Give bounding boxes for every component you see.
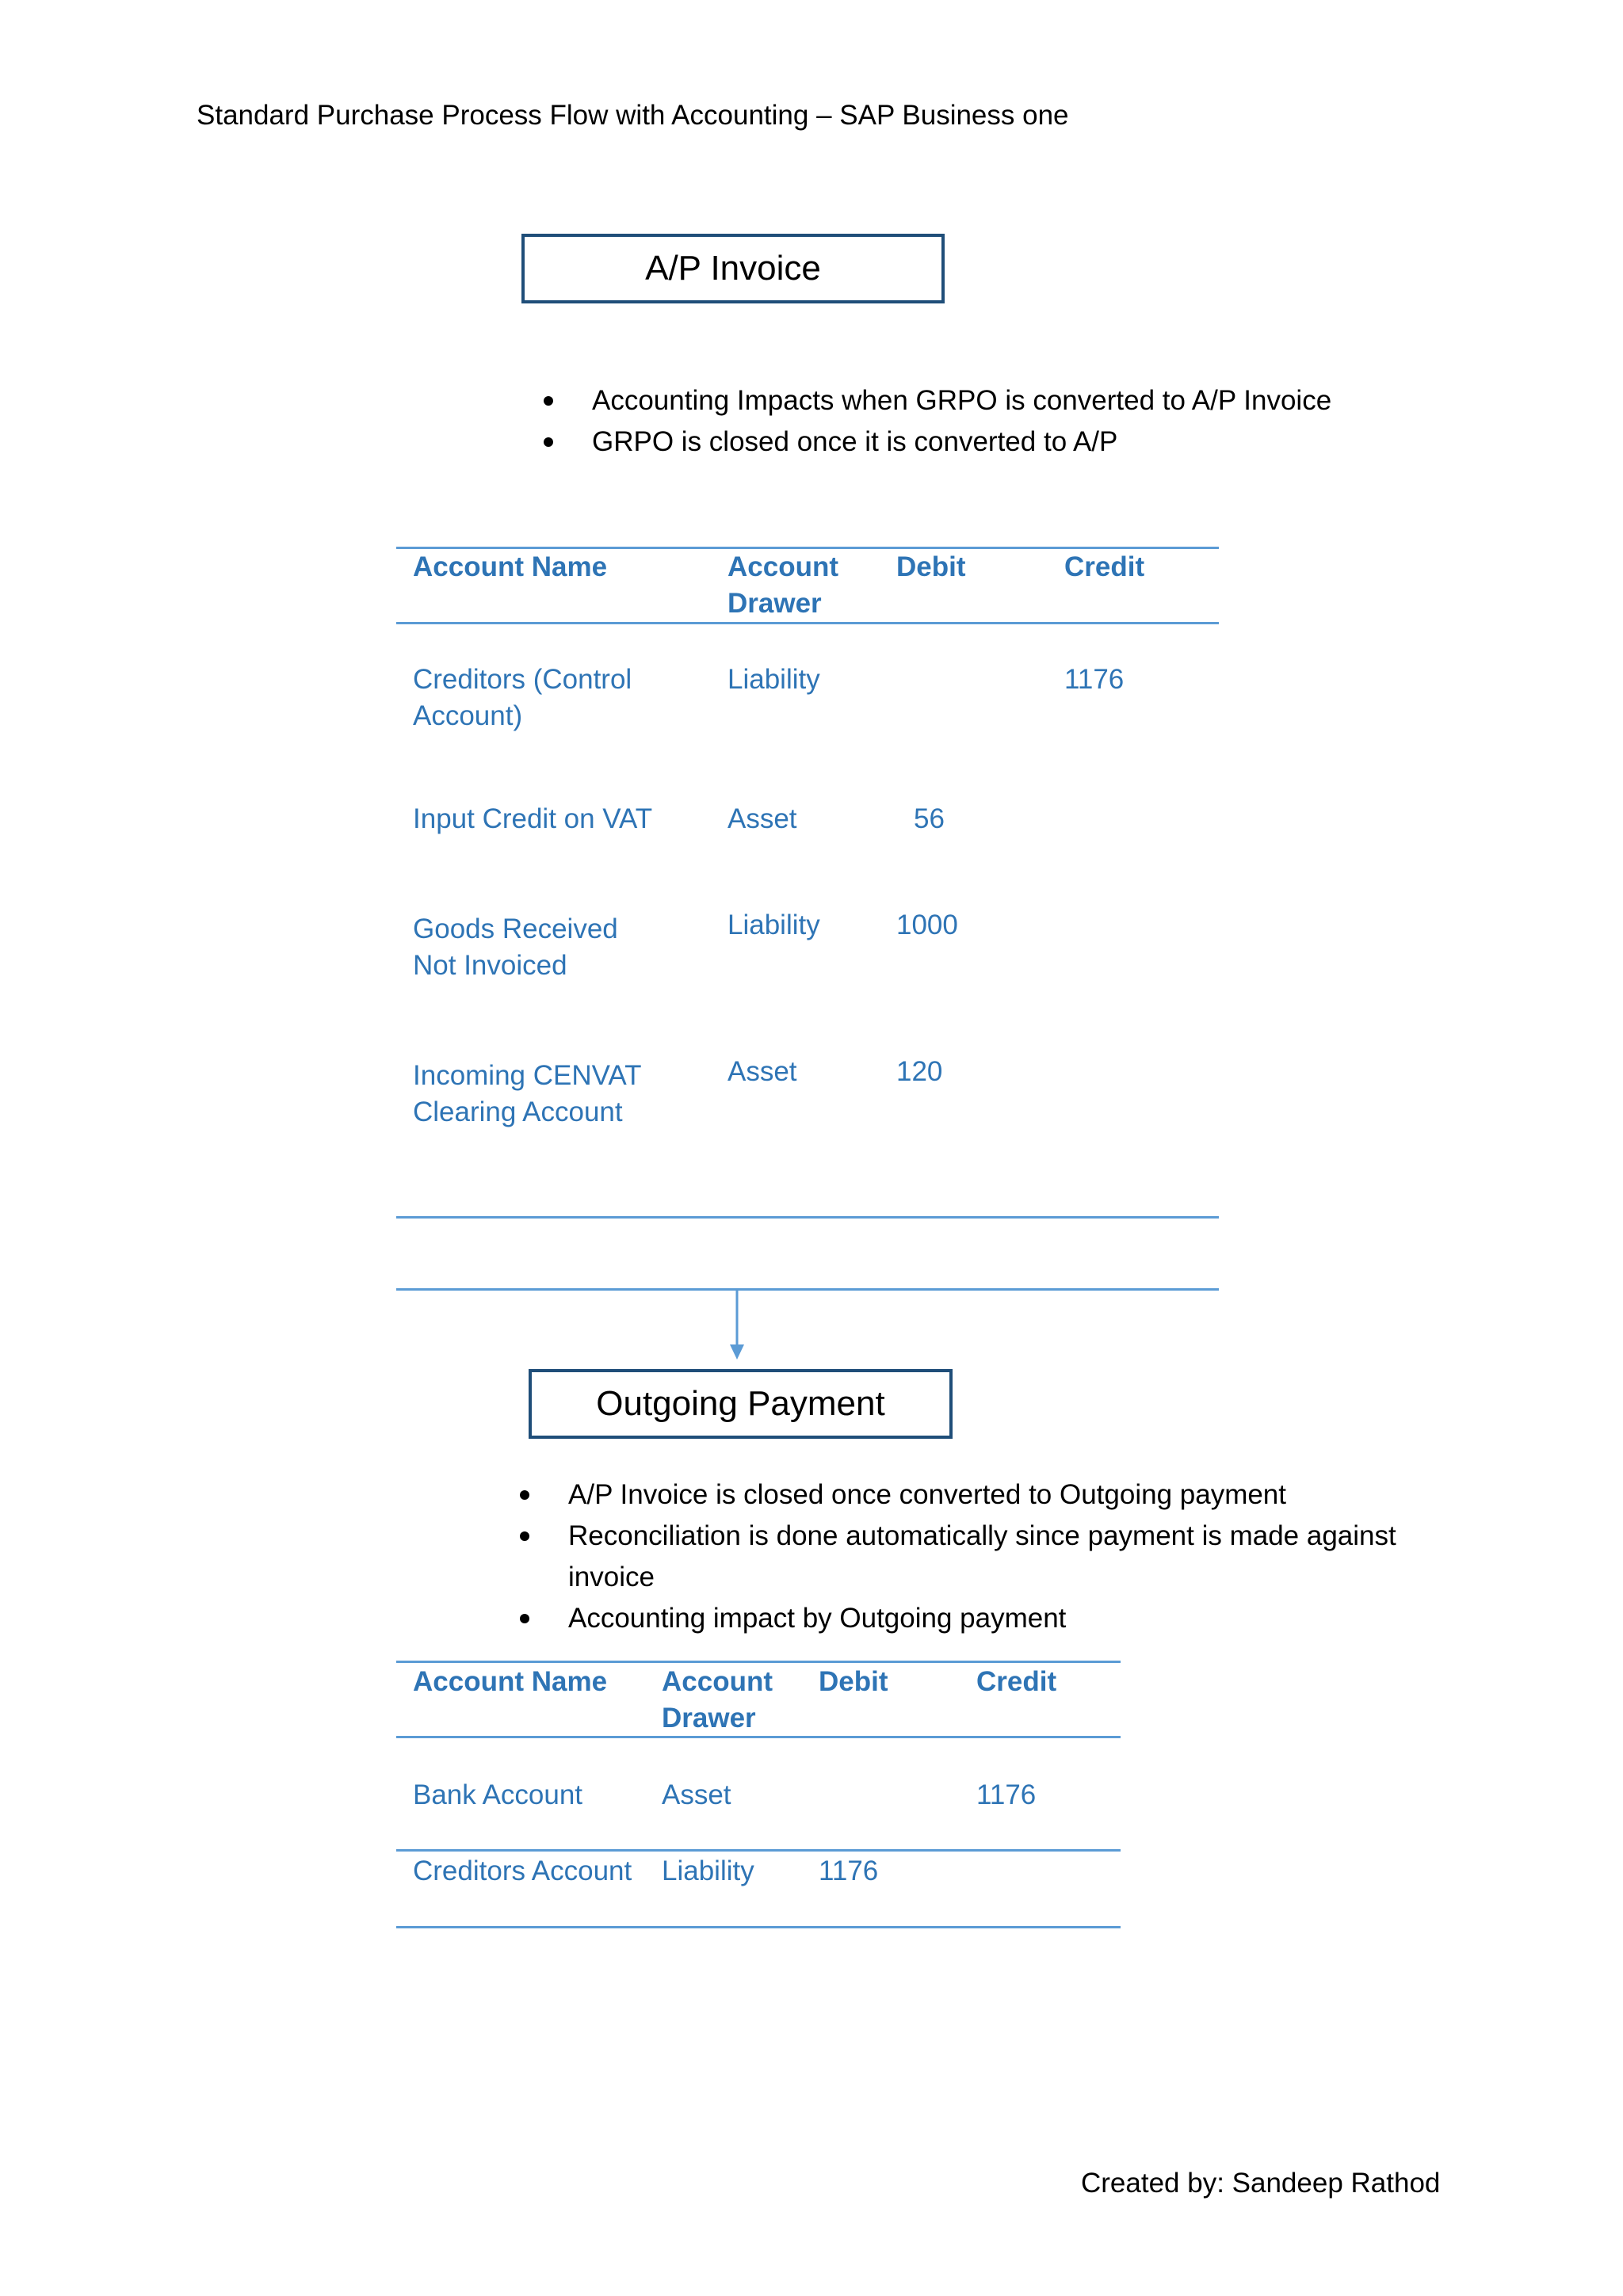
row-credit: 1176 [1064,664,1125,695]
column-header-debit: Debit [819,1666,888,1697]
footer-credit: Created by: Sandeep Rathod [1081,2168,1441,2199]
row-account-drawer: Liability [662,1855,754,1886]
down-arrow-icon [725,1289,749,1362]
outgoing-payment-bullet-list [518,1474,1422,1639]
row-account-name: Goods Received Not Invoiced [413,913,618,981]
column-header-account-name: Account Name [413,1666,608,1697]
table-header-rule [396,1736,1121,1738]
bullet-item: A/P Invoice is closed once converted to Outgoing payment [518,1474,1422,1516]
table-bottom-rule [396,1926,1121,1928]
row-debit: 1176 [819,1855,879,1886]
column-header-account-drawer: Account Drawer [727,551,838,619]
row-account-drawer: Asset [727,1056,797,1087]
document-title: Standard Purchase Process Flow with Accounting – SAP Business one [197,100,1069,131]
row-account-name: Bank Account [413,1779,583,1810]
ap-invoice-heading: A/P Invoice [645,249,821,288]
row-debit: 56 [914,803,945,834]
table-row-rule [396,1849,1121,1852]
outgoing-payment-heading-box [529,1369,953,1439]
row-credit: 1176 [976,1779,1037,1810]
column-header-credit: Credit [1064,551,1145,582]
bullet-item: GRPO is closed once it is converted to A/P [542,421,1453,463]
ap-invoice-bullet-list [542,380,1453,463]
row-account-drawer: Liability [727,910,820,940]
row-account-name: Creditors Account [413,1855,632,1886]
bullet-item: Accounting Impacts when GRPO is converted to A/P Invoice [542,380,1453,421]
bullet-item: Accounting impact by Outgoing payment [518,1598,1422,1639]
table-separator-rule [396,1288,1219,1291]
column-header-account-name: Account Name [413,551,608,582]
row-account-drawer: Liability [727,664,820,695]
table-header-rule [396,622,1219,624]
column-header-debit: Debit [896,551,966,582]
row-account-drawer: Asset [727,803,797,834]
bullet-item: Reconciliation is done automatically since payment is made against invoice [518,1516,1422,1598]
row-account-name: Incoming CENVAT Clearing Account [413,1060,641,1127]
column-header-account-drawer: Account Drawer [662,1666,773,1733]
row-account-drawer: Asset [662,1779,731,1810]
row-account-name: Input Credit on VAT [413,803,653,834]
ap-invoice-heading-box [521,234,945,303]
row-debit: 120 [896,1056,943,1087]
row-account-name: Creditors (Control Account) [413,664,632,731]
outgoing-payment-heading: Outgoing Payment [596,1384,885,1423]
table-bottom-rule [396,1216,1219,1219]
row-debit: 1000 [896,910,958,940]
table-top-rule [396,1661,1121,1663]
column-header-credit: Credit [976,1666,1057,1697]
